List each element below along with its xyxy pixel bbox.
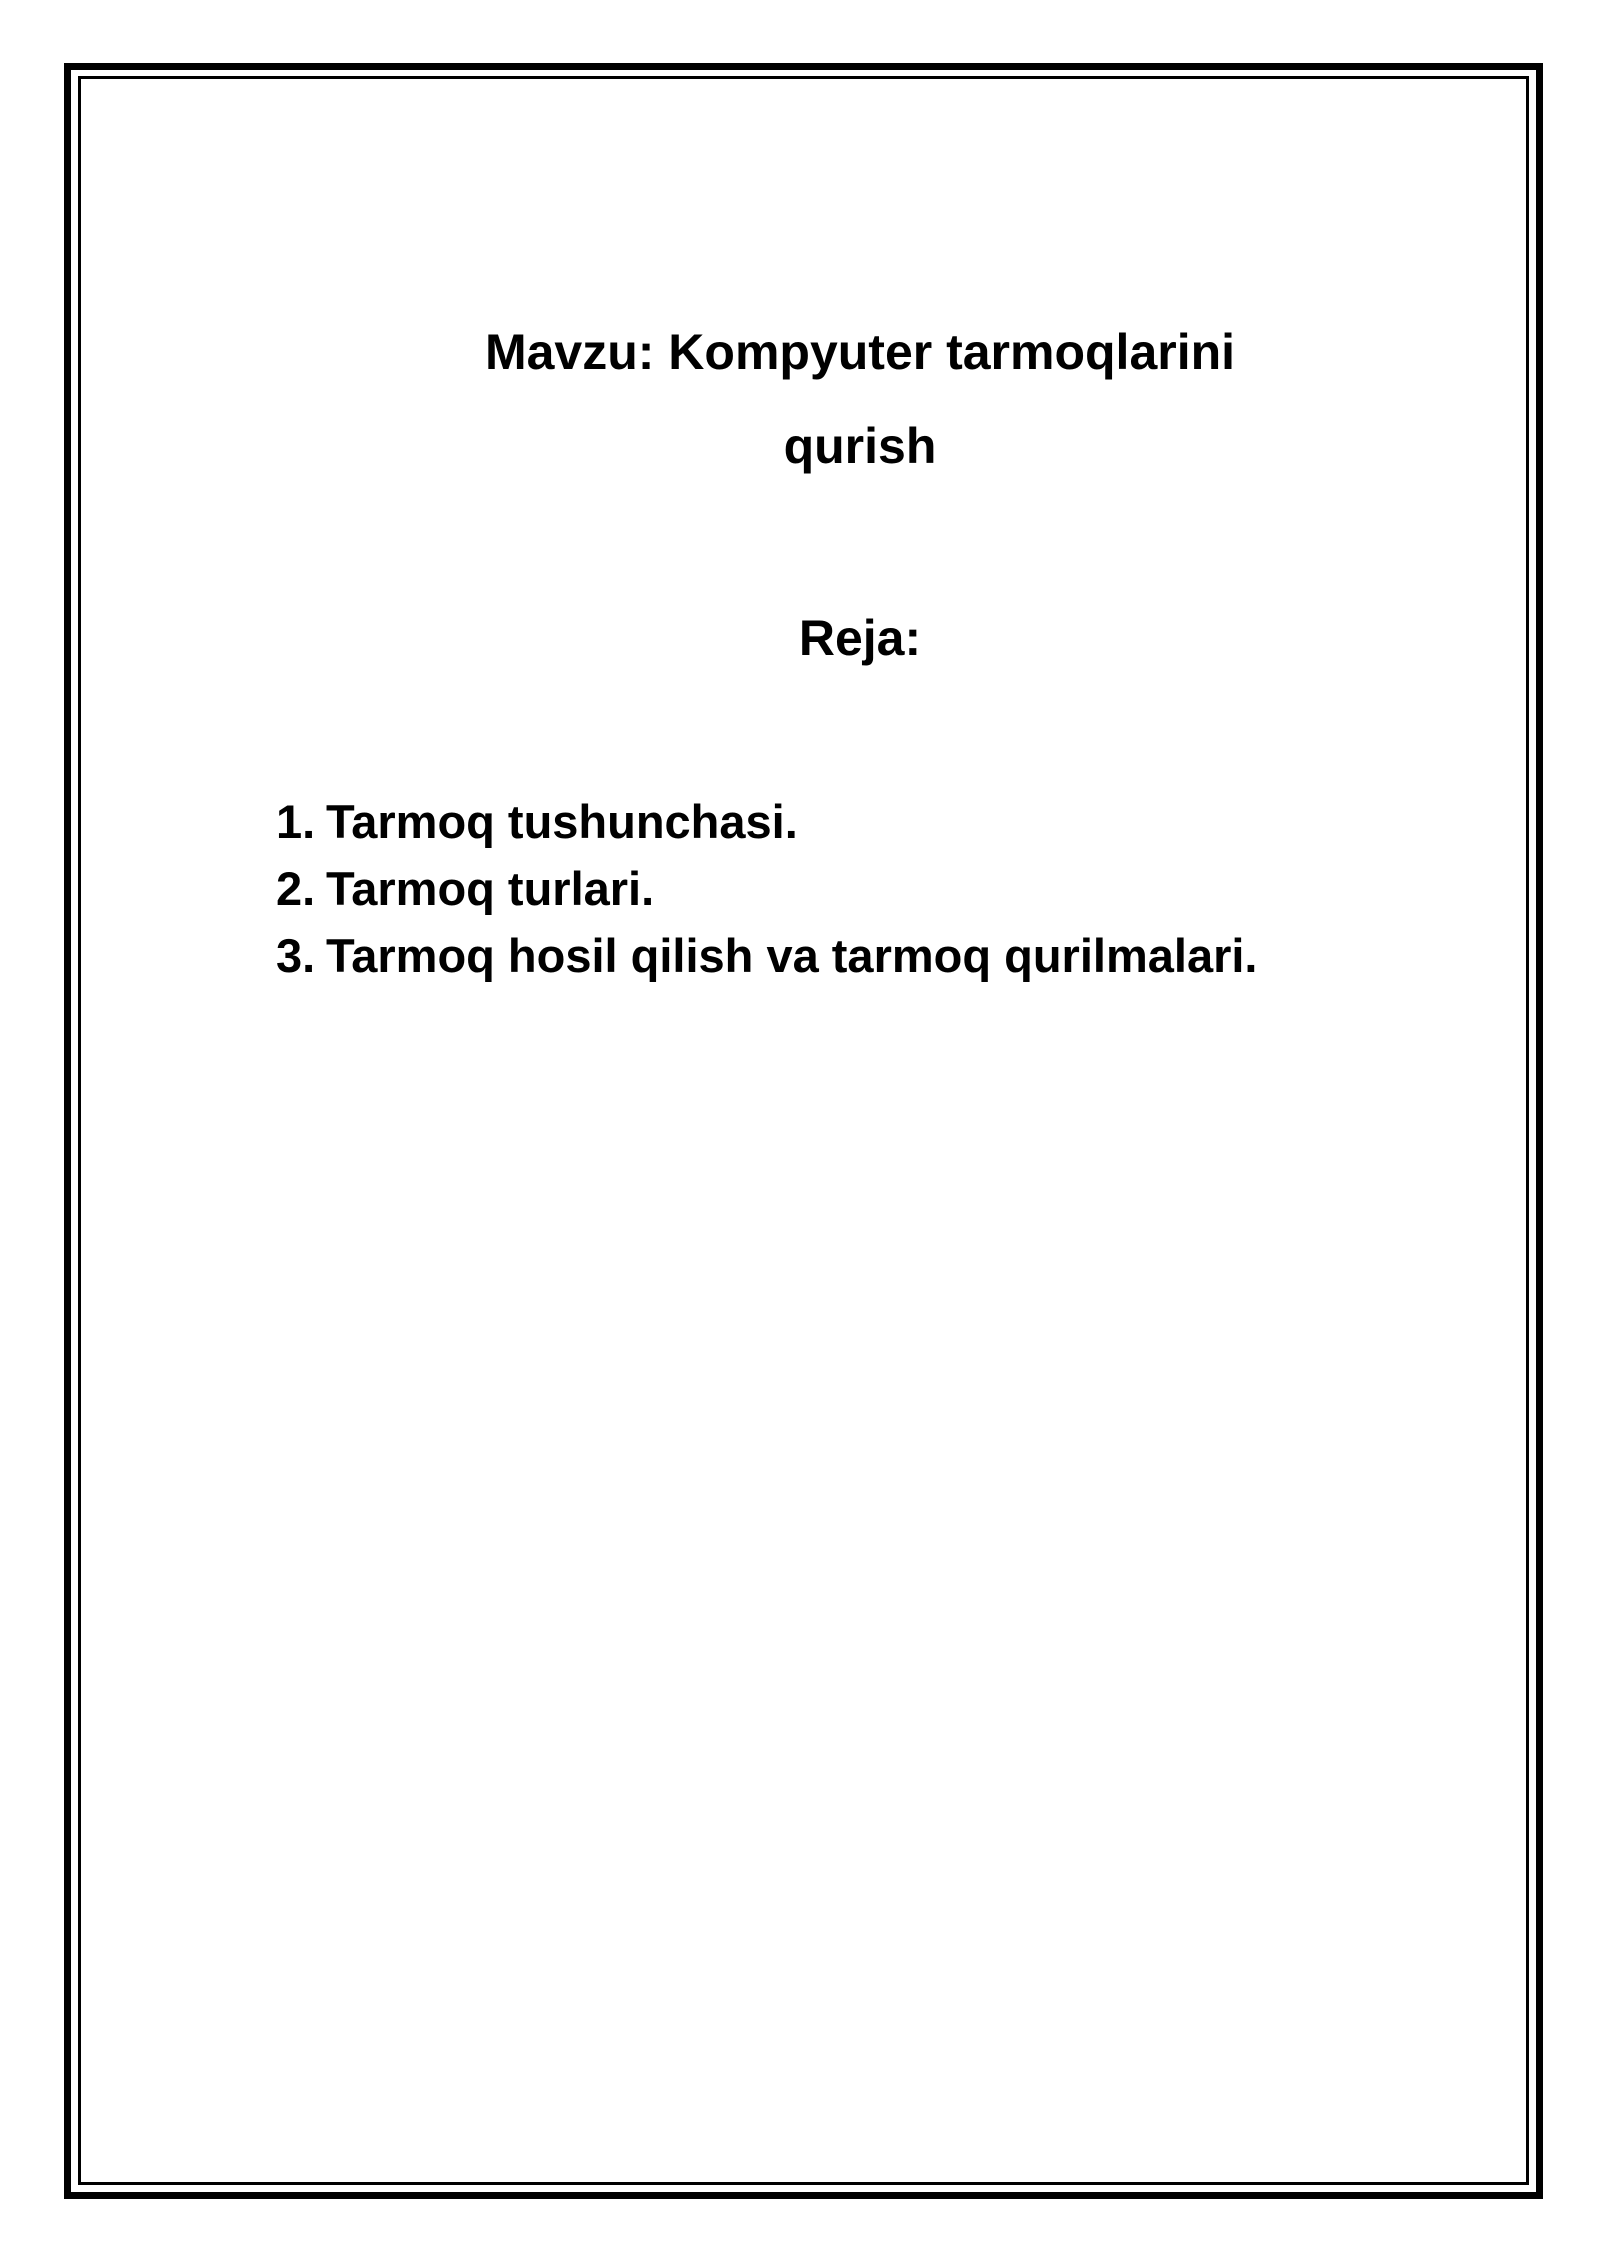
title-line-1: Mavzu: Kompyuter tarmoqlarini [484, 324, 1236, 380]
document-title [0, 305, 1600, 493]
plan-list [276, 788, 1258, 989]
plan-item [276, 855, 1258, 922]
plan-item-number: 1. [276, 795, 316, 848]
plan-item [276, 922, 1258, 989]
plan-item [276, 788, 1258, 855]
plan-item-text: Tarmoq turlari. [326, 862, 655, 915]
plan-item-number: 2. [276, 862, 316, 915]
plan-item-text: Tarmoq tushunchasi. [326, 795, 798, 848]
plan-heading: Reja: [798, 610, 922, 666]
plan-item-number: 3. [276, 929, 316, 982]
title-line-2: qurish [783, 418, 937, 474]
plan-item-text: Tarmoq hosil qilish va tarmoq qurilmalari. [326, 929, 1258, 982]
